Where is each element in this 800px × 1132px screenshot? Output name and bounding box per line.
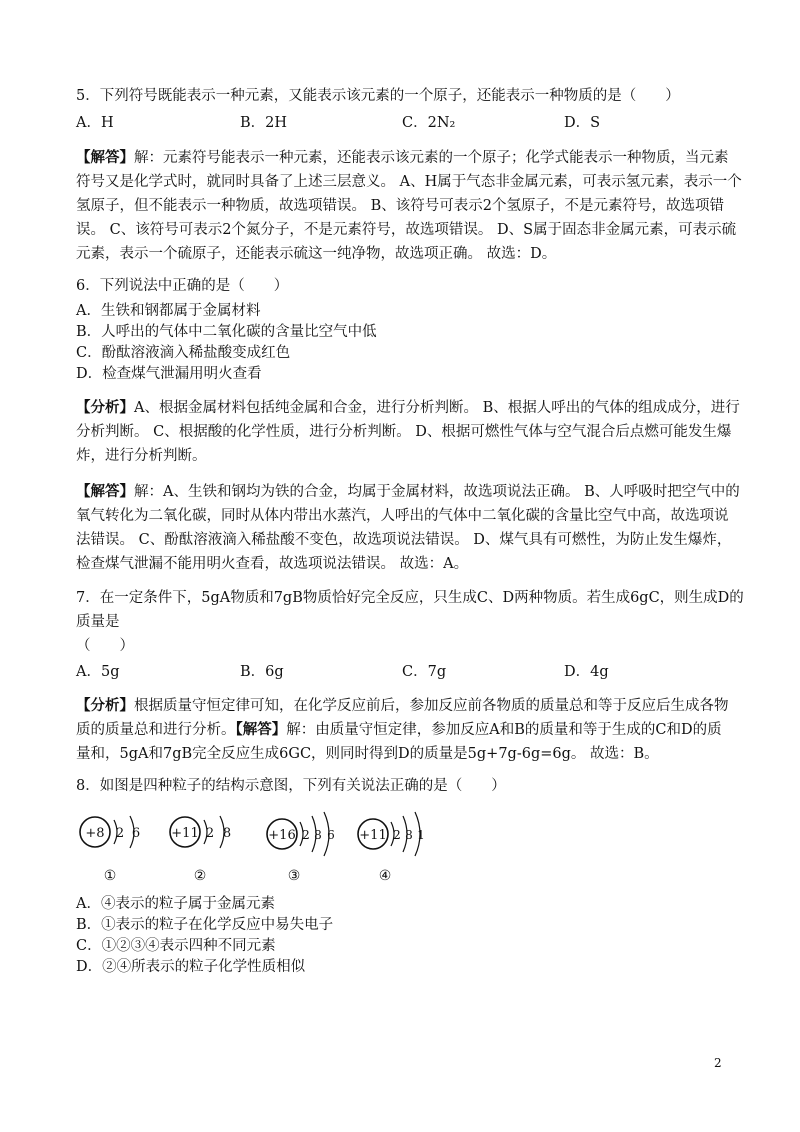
q6-stem: 6．下列说法中正确的是（ ）: [76, 278, 289, 294]
q7-option-a: A．5g: [76, 664, 120, 680]
q7-stem-line: （ ）: [76, 638, 134, 654]
q6-answer-line: 氧气转化为二氧化碳，同时从体内带出水蒸汽，人呼出的气体中二氧化碳的含量比空气中高，故选项说: [76, 508, 729, 524]
analysis-tag: 【分析】: [76, 399, 134, 416]
answer-tag: 【解答】: [76, 149, 134, 166]
q5-option-d: D．S: [564, 115, 601, 131]
q6-option-a: A．生铁和钢都属于金属材料: [76, 303, 261, 319]
analysis-tag: 【分析】: [76, 697, 134, 714]
q7-option-b: B．6g: [240, 664, 284, 680]
q5-stem: 5．下列符号既能表示一种元素，又能表示该元素的一个原子，还能表示一种物质的是（ ）: [76, 88, 680, 104]
particle-1-label: ①: [103, 868, 117, 884]
q6-analysis-line: 【分析】A、根据金属材料包括纯金属和合金，进行分析判断。 B、根据人呼出的气体的组成成分，进行: [76, 399, 740, 416]
particle-3-shell-2: 8: [314, 828, 322, 842]
q6-analysis-line: 炸，进行分析判断。: [76, 448, 207, 464]
particle-3-label: ③: [287, 868, 301, 884]
atomic-structure-diagram: [70, 810, 450, 890]
particle-1-shell-2: 6: [131, 826, 141, 841]
q7-stem-line: 质量是: [76, 614, 120, 630]
particle-4-shell-3: 1: [417, 828, 425, 842]
q7-analysis-line: 【分析】根据质量守恒定律可知，在化学反应前后，参加反应前各物质的质量总和等于反应后生成各物: [76, 697, 729, 714]
particle-2-shell-2: 8: [222, 826, 232, 841]
particle-4-nucleus: +11: [359, 828, 387, 843]
page-number: 2: [714, 1056, 722, 1070]
answer-tag: 【解答】: [76, 483, 134, 500]
q5-option-c: C．2N₂: [402, 115, 456, 131]
particle-2-label: ②: [193, 868, 207, 884]
particle-3-nucleus: +16: [268, 828, 296, 843]
q5-answer-line: 符号又是化学式时，就同时具备了上述三层意义。 A、H属于气态非金属元素，可表示氢元素，表示一个: [76, 174, 742, 190]
q8-stem: 8．如图是四种粒子的结构示意图，下列有关说法正确的是（ ）: [76, 778, 506, 794]
q5-answer-line: 【解答】解：元素符号能表示一种元素，还能表示该元素的一个原子；化学式能表示一种物质，当元素: [76, 149, 729, 166]
particle-1-diagram: [80, 816, 140, 884]
particle-2-diagram: [170, 816, 231, 884]
q7-analysis-line: 质的质量总和进行分析。【解答】解：由质量守恒定律，参加反应A和B的质量和等于生成的C和D的质: [76, 721, 722, 738]
q6-option-b: B．人呼出的气体中二氧化碳的含量比空气中低: [76, 324, 377, 340]
q5-answer-line: 元素，表示一个硫原子，还能表示硫这一纯净物，故选项正确。 故选：D。: [76, 246, 557, 262]
particle-2-nucleus: +11: [171, 826, 199, 841]
particle-4-diagram: [358, 812, 425, 884]
q5-option-a: A．H: [76, 115, 114, 131]
q8-option-a: A．④表示的粒子属于金属元素: [76, 896, 275, 912]
particle-3-shell-3: 6: [327, 828, 335, 842]
q8-option-b: B．①表示的粒子在化学反应中易失电子: [76, 917, 334, 933]
particle-3-diagram: [267, 812, 335, 884]
q6-answer-line: 法错误。 C、酚酞溶液滴入稀盐酸不变色，故选项说法错误。 D、煤气具有可燃性，为防止发生爆炸，: [76, 532, 732, 548]
answer-tag: 【解答】: [235, 721, 287, 738]
q6-answer-line: 【解答】解：A、生铁和钢均为铁的合金，均属于金属材料，故选项说法正确。 B、人呼吸时把空气中的: [76, 483, 740, 500]
particle-2-shell-1: 2: [205, 826, 215, 841]
q8-option-d: D．②④所表示的粒子化学性质相似: [76, 959, 306, 975]
q5-answer-line: 误。 C、该符号可表示2个氮分子，不是元素符号，故选项错误。 D、S属于固态非金属元素，可表示硫: [76, 222, 737, 238]
particle-4-shell-2: 8: [405, 828, 413, 842]
q5-answer-line: 氢原子，但不能表示一种物质，故选项错误。 B、该符号可表示2个氢原子，不是元素符号，故选项错: [76, 198, 724, 214]
particle-1-nucleus: +8: [85, 826, 105, 841]
q7-option-c: C．7g: [402, 664, 447, 680]
particle-4-label: ④: [378, 868, 392, 884]
q7-analysis-line: 量和，5gA和7gB完全反应生成6GC，则同时得到D的质量是5g+7g-6g=6g。 故选：B。: [76, 746, 659, 762]
q7-option-d: D．4g: [564, 664, 609, 680]
q6-analysis-line: 分析判断。 C、根据酸的化学性质，进行分析判断。 D、根据可燃性气体与空气混合后点燃可能发生爆: [76, 424, 732, 440]
q5-option-b: B．2H: [240, 115, 288, 131]
particle-1-shell-1: 2: [115, 826, 125, 841]
particle-3-shell-1: 2: [302, 828, 310, 842]
q6-option-d: D．检查煤气泄漏用明火查看: [76, 366, 262, 382]
q6-answer-line: 检查煤气泄漏不能用明火查看，故选项说法错误。 故选：A。: [76, 556, 469, 572]
q8-option-c: C．①②③④表示四种不同元素: [76, 938, 276, 954]
q7-stem-line: 7．在一定条件下，5gA物质和7gB物质恰好完全反应，只生成C、D两种物质。若生成6gC，则生成D的: [76, 590, 744, 606]
q6-option-c: C．酚酞溶液滴入稀盐酸变成红色: [76, 345, 291, 361]
particle-4-shell-1: 2: [393, 828, 401, 842]
